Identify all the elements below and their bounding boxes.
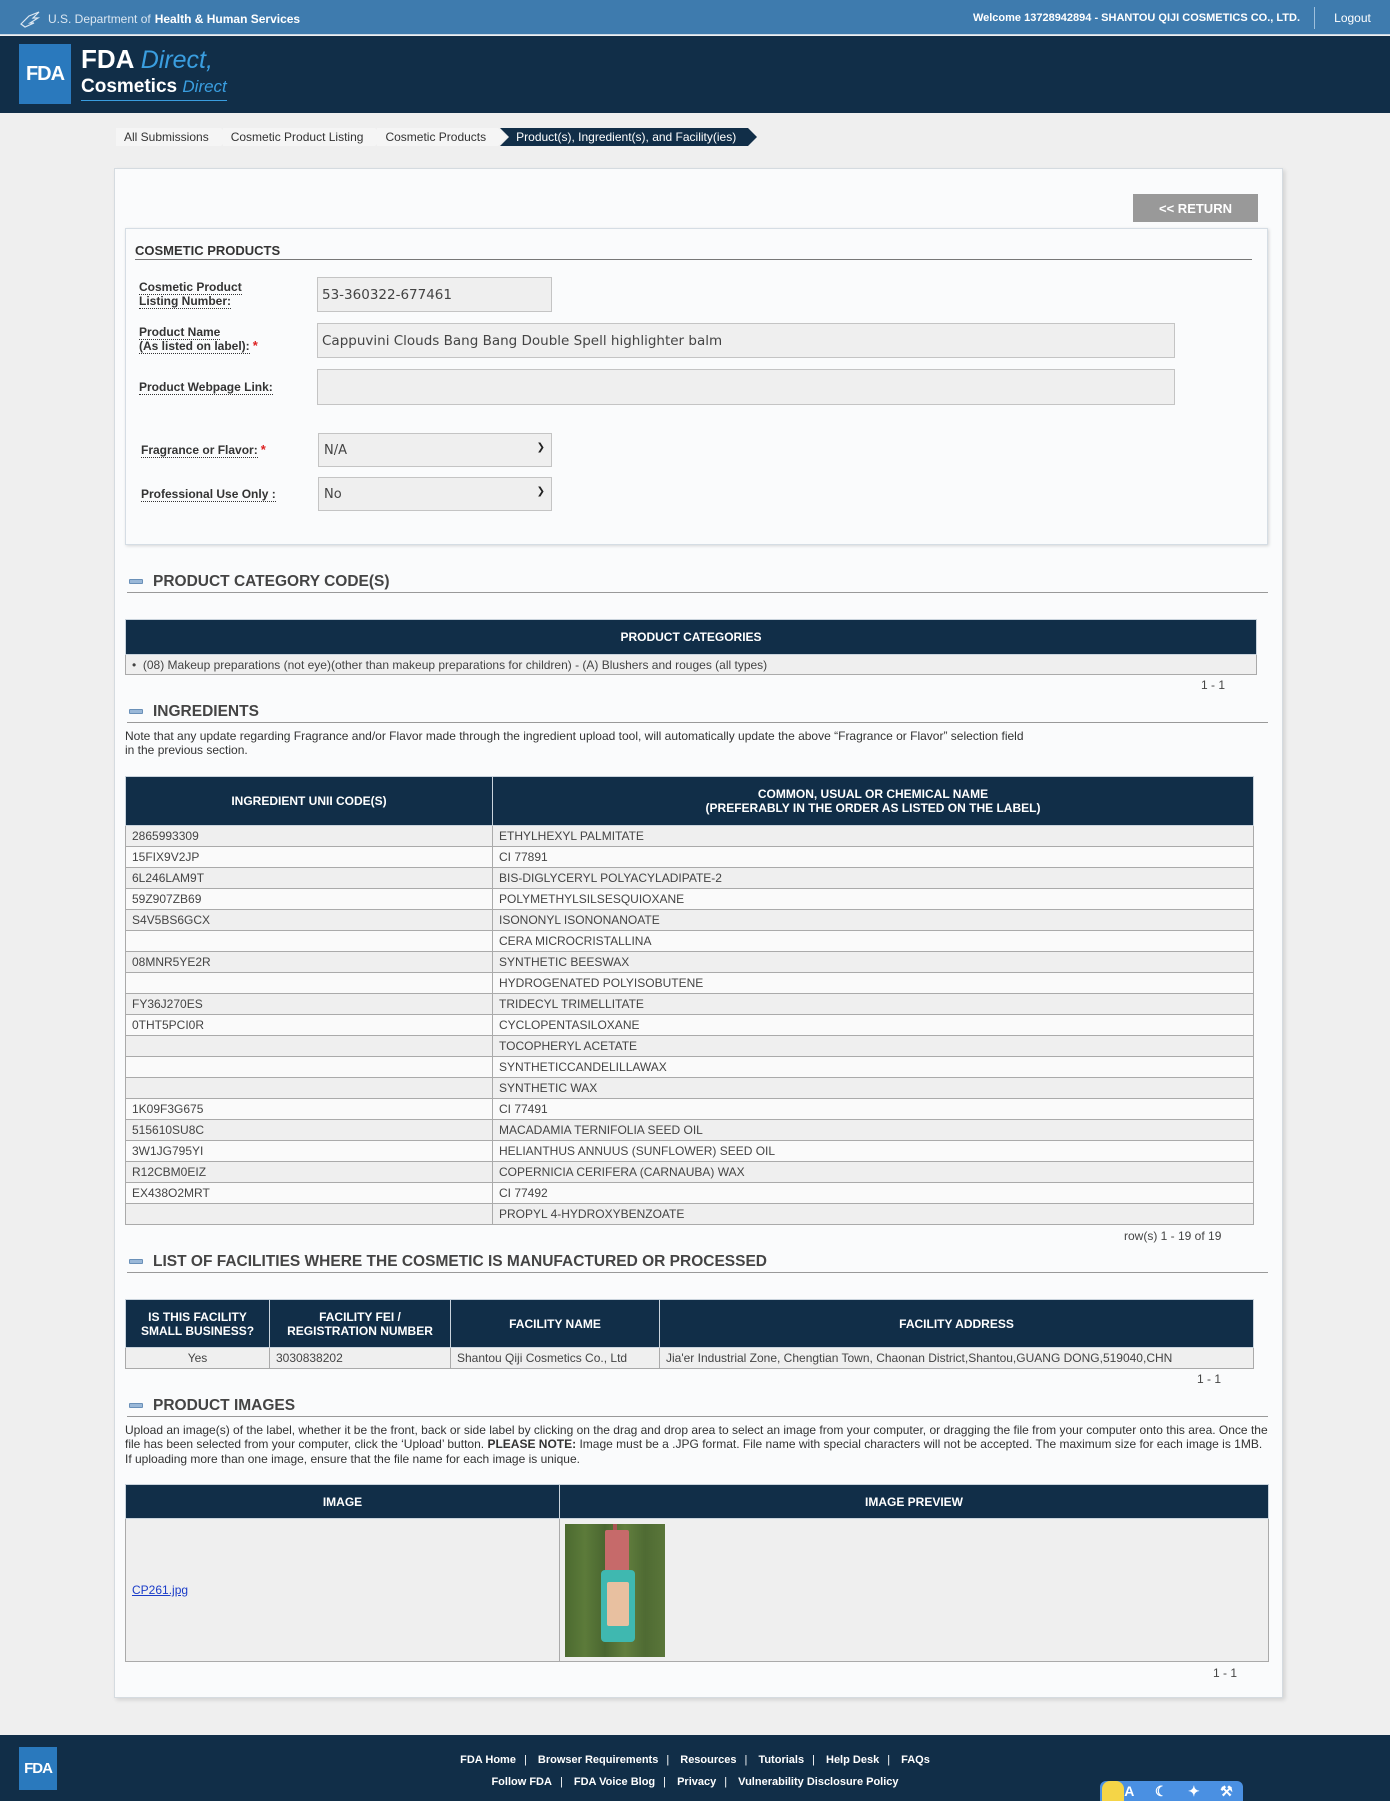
footer-link-follow-fda[interactable]: Follow FDA — [491, 1776, 552, 1788]
cosmetic-products-title: COSMETIC PRODUCTS — [135, 243, 1252, 260]
unii-code-cell: 3W1JG795YI — [126, 1141, 493, 1162]
facility-address-col-header: FACILITY ADDRESS — [660, 1300, 1254, 1348]
breadcrumb-cosmetic-product-listing[interactable]: Cosmetic Product Listing — [223, 128, 376, 146]
chemical-name-cell: ISONONYL ISONONANOATE — [493, 910, 1254, 931]
required-marker: * — [252, 338, 258, 353]
images-note-line2a: file has been selected from your computer, click the ‘Upload’ button. — [125, 1437, 485, 1452]
image-file-link[interactable]: CP261.jpg — [132, 1583, 189, 1597]
brand-banner — [0, 36, 1390, 113]
unii-code-cell: 2865993309 — [126, 826, 493, 847]
footer-sep: | — [559, 1776, 563, 1788]
breadcrumb-current: Product(s), Ingredient(s), and Facility(ies) — [500, 128, 748, 146]
unii-col-header: INGREDIENT UNII CODE(S) — [126, 777, 493, 826]
brand-direct: Direct, — [140, 46, 213, 74]
footer-sep: | — [887, 1754, 891, 1766]
chemical-name-cell: MACADAMIA TERNIFOLIA SEED OIL — [493, 1120, 1254, 1141]
chemical-name-cell: CI 77492 — [493, 1183, 1254, 1204]
ingredients-note-line2: in the previous section. — [125, 743, 248, 758]
image-col-header: IMAGE — [126, 1485, 560, 1519]
footer-link-browser-requirements[interactable]: Browser Requirements — [537, 1754, 659, 1766]
thumb-detail — [605, 1530, 629, 1572]
section-facilities — [127, 1253, 1268, 1273]
chemical-name-cell: BIS-DIGLYCERYL POLYACYLADIPATE-2 — [493, 868, 1254, 889]
footer-link-privacy[interactable]: Privacy — [677, 1776, 717, 1788]
collapse-icon[interactable] — [129, 1259, 143, 1264]
unii-code-cell — [126, 931, 493, 952]
hhs-identity[interactable] — [19, 10, 300, 28]
footer-sep: | — [663, 1776, 667, 1788]
section-ingredients — [127, 703, 1268, 723]
unii-code-cell: R12CBM0EIZ — [126, 1162, 493, 1183]
images-note-emphasis: PLEASE NOTE: — [487, 1437, 577, 1452]
footer-link-help-desk[interactable]: Help Desk — [826, 1754, 880, 1766]
facilities-heading: LIST OF FACILITIES WHERE THE COSMETIC IS MANUFACTURED OR PROCESSED — [153, 1253, 767, 1270]
ingredients-pager: row(s) 1 - 19 of 19 — [1124, 1229, 1222, 1243]
small-business-col-line1: IS THIS FACILITY — [148, 1309, 247, 1324]
unii-code-cell — [126, 1057, 493, 1078]
chemical-name-col-header — [493, 777, 1254, 826]
unii-code-cell: 515610SU8C — [126, 1120, 493, 1141]
name-label-line1: Product Name — [139, 325, 221, 339]
hhs-eagle-icon — [19, 10, 41, 28]
unii-code-cell: 15FIX9V2JP — [126, 847, 493, 868]
fragrance-label-text: Fragrance or Flavor: — [141, 443, 258, 457]
professional-use-select[interactable] — [318, 477, 552, 511]
chemical-name-col-line1: COMMON, USUAL OR CHEMICAL NAME — [757, 787, 989, 801]
listing-number-label — [139, 280, 242, 308]
unii-code-cell — [126, 1204, 493, 1225]
brand-title-cosmetics-direct — [81, 76, 227, 101]
dept-prefix: U.S. Department of — [48, 12, 151, 26]
chevron-down-icon: ❯ — [536, 442, 545, 453]
facilities-table — [125, 1299, 1254, 1369]
unii-code-cell: 59Z907ZB69 — [126, 889, 493, 910]
unii-code-cell — [126, 1078, 493, 1099]
table-row — [126, 1036, 1254, 1057]
table-row — [126, 910, 1254, 931]
chemical-name-cell: CERA MICROCRISTALLINA — [493, 931, 1254, 952]
table-row — [126, 847, 1254, 868]
fragrance-selected-value: N/A — [324, 442, 347, 458]
table-row — [126, 1348, 1254, 1369]
footer-link-tutorials[interactable]: Tutorials — [758, 1754, 805, 1766]
thumb-detail — [607, 1582, 629, 1626]
required-marker: * — [260, 442, 266, 457]
footer-link-voice-blog[interactable]: FDA Voice Blog — [573, 1776, 656, 1788]
brand-title-fda-direct — [81, 44, 213, 75]
chemical-name-cell: CI 77491 — [493, 1099, 1254, 1120]
brand-fda: FDA — [81, 44, 134, 74]
magic-icon[interactable]: ✦ — [1187, 1782, 1200, 1799]
brand-direct-2: Direct — [182, 77, 227, 96]
table-row — [126, 1141, 1254, 1162]
footer-sep: | — [744, 1754, 748, 1766]
unii-code-cell: S4V5BS6GCX — [126, 910, 493, 931]
breadcrumb-cosmetic-products[interactable]: Cosmetic Products — [377, 128, 498, 146]
chemical-name-cell: POLYMETHYLSILSESQUIOXANE — [493, 889, 1254, 910]
unii-code-cell — [126, 973, 493, 994]
fragrance-label — [141, 443, 266, 457]
chemical-name-cell: TRIDECYL TRIMELLITATE — [493, 994, 1254, 1015]
user-area — [973, 0, 1390, 35]
images-note-line3: If uploading more than one image, ensure that the file name for each image is unique. — [125, 1451, 580, 1466]
font-size-icon[interactable]: A — [1124, 1783, 1135, 1799]
return-button[interactable]: << RETURN — [1133, 194, 1258, 222]
web-label-text: Product Webpage Link: — [139, 380, 273, 394]
mascot-icon — [1102, 1781, 1124, 1801]
image-preview-cell — [560, 1519, 1269, 1662]
chemical-name-cell: PROPYL 4-HYDROXYBENZOATE — [493, 1204, 1254, 1225]
table-row — [126, 1099, 1254, 1120]
category-item-text: (08) Makeup preparations (not eye)(other than makeup preparations for children) - (A) Blushers and rouges (all types) — [142, 657, 768, 672]
footer-link-faqs[interactable]: FAQs — [901, 1754, 930, 1766]
footer-sep: | — [523, 1754, 527, 1766]
ingredients-table — [125, 776, 1254, 1225]
facility-address: Jia'er Industrial Zone, Chengtian Town, Chaonan District,Shantou,GUANG DONG,519040,CHN — [660, 1348, 1254, 1369]
collapse-icon[interactable] — [129, 579, 143, 584]
bullet-icon: • — [132, 657, 137, 672]
table-row — [126, 952, 1254, 973]
footer-sep: | — [724, 1776, 728, 1788]
chemical-name-cell: HYDROGENATED POLYISOBUTENE — [493, 973, 1254, 994]
chemical-name-cell: SYNTHETICCANDELILLAWAX — [493, 1057, 1254, 1078]
brand-cosmetics: Cosmetics — [81, 76, 178, 97]
name-label-line2: (As listed on label): — [139, 339, 250, 353]
table-row — [126, 1057, 1254, 1078]
prof-selected-value: No — [324, 486, 342, 502]
section-product-images — [127, 1397, 1268, 1417]
unii-code-cell: 6L246LAM9T — [126, 868, 493, 889]
small-business-col-line2: SMALL BUSINESS? — [140, 1323, 255, 1338]
webpage-link-field[interactable] — [317, 369, 1175, 405]
chevron-down-icon: ❯ — [536, 486, 545, 497]
small-business-col-header — [126, 1300, 270, 1348]
table-row — [126, 1183, 1254, 1204]
product-image-thumbnail[interactable] — [565, 1524, 665, 1657]
ingredients-heading: INGREDIENTS — [153, 703, 259, 720]
category-pager: 1 - 1 — [1201, 678, 1226, 692]
table-row — [126, 889, 1254, 910]
unii-code-cell: EX438O2MRT — [126, 1183, 493, 1204]
webpage-link-label — [139, 380, 273, 394]
chemical-name-cell: HELIANTHUS ANNUUS (SUNFLOWER) SEED OIL — [493, 1141, 1254, 1162]
dark-mode-icon[interactable]: ☾ — [1154, 1782, 1168, 1799]
table-row — [126, 868, 1254, 889]
category-item — [126, 655, 1257, 675]
chemical-name-cell: CI 77891 — [493, 847, 1254, 868]
fei-col-line1: FACILITY FEI / — [319, 1309, 401, 1324]
ingredients-note-line1: Note that any update regarding Fragrance and/or Flavor made through the ingredient upload tool, will automatically update the above “Fragrance or Flavor” selection field — [125, 729, 1024, 743]
footer-link-vulnerability-disclosure[interactable]: Vulnerability Disclosure Policy — [738, 1776, 899, 1788]
table-row — [126, 1519, 1269, 1662]
category-col-header: PRODUCT CATEGORIES — [126, 620, 1257, 655]
chemical-name-col-line2: (PREFERABLY IN THE ORDER AS LISTED ON THE LABEL) — [705, 801, 1041, 815]
chemical-name-cell: SYNTHETIC BEESWAX — [493, 952, 1254, 973]
footer-links-row1 — [0, 1749, 1390, 1771]
table-row — [126, 1078, 1254, 1099]
tools-icon[interactable]: ⚒ — [1220, 1782, 1233, 1799]
logout-link[interactable]: Logout — [1334, 10, 1371, 25]
image-preview-col-header: IMAGE PREVIEW — [560, 1485, 1269, 1519]
breadcrumb — [116, 128, 750, 146]
chemical-name-cell: COPERNICIA CERIFERA (CARNAUBA) WAX — [493, 1162, 1254, 1183]
fei-col-line2: REGISTRATION NUMBER — [287, 1323, 433, 1338]
accessibility-widget[interactable] — [1100, 1781, 1243, 1801]
table-row — [126, 1015, 1254, 1036]
dept-name: Health & Human Services — [154, 12, 301, 26]
breadcrumb-all-submissions[interactable]: All Submissions — [116, 128, 221, 146]
unii-code-cell — [126, 1036, 493, 1057]
fda-logo[interactable]: FDA — [19, 44, 71, 104]
images-note-line1: Upload an image(s) of the label, whether it be the front, back or side label by clicking on the drag and drop area to select an image from your computer, or dragging the file from your computer onto this area. Once the — [125, 1423, 1268, 1437]
listing-label-line1: Cosmetic Product — [139, 280, 242, 294]
category-table — [125, 619, 1257, 675]
table-row — [126, 994, 1254, 1015]
fragrance-select[interactable] — [318, 433, 552, 467]
facility-name: Shantou Qiji Cosmetics Co., Ltd — [451, 1348, 660, 1369]
product-name-field[interactable]: Cappuvini Clouds Bang Bang Double Spell highlighter balm — [317, 323, 1175, 358]
professional-use-label — [141, 487, 276, 501]
images-pager: 1 - 1 — [1213, 1666, 1238, 1680]
facility-name-col-header: FACILITY NAME — [451, 1300, 660, 1348]
fei-col-header — [270, 1300, 451, 1348]
hhs-header-bar — [0, 0, 1390, 35]
table-row — [126, 1162, 1254, 1183]
category-heading: PRODUCT CATEGORY CODE(S) — [153, 573, 390, 590]
ingredients-note — [125, 729, 1225, 758]
unii-code-cell: 1K09F3G675 — [126, 1099, 493, 1120]
footer-link-fda-home[interactable]: FDA Home — [460, 1754, 516, 1766]
table-row — [126, 826, 1254, 847]
table-row — [126, 931, 1254, 952]
product-name-label — [139, 325, 258, 353]
footer-fda-logo[interactable]: FDA — [19, 1747, 57, 1790]
footer-sep: | — [666, 1754, 670, 1766]
unii-code-cell: 0THT5PCI0R — [126, 1015, 493, 1036]
chemical-name-cell: TOCOPHERYL ACETATE — [493, 1036, 1254, 1057]
chemical-name-cell: ETHYLHEXYL PALMITATE — [493, 826, 1254, 847]
images-table — [125, 1484, 1269, 1662]
image-file-cell — [126, 1519, 560, 1662]
collapse-icon[interactable] — [129, 709, 143, 714]
listing-label-line2: Listing Number: — [139, 294, 231, 308]
images-note — [125, 1423, 1275, 1466]
images-note-line2c: Image must be a .JPG format. File name with special characters will not be accepted. The maximum size for each image is 1MB. — [579, 1437, 1263, 1452]
collapse-icon[interactable] — [129, 1403, 143, 1408]
facilities-pager: 1 - 1 — [1197, 1372, 1222, 1386]
facility-small-business: Yes — [126, 1348, 270, 1369]
listing-number-field[interactable]: 53-360322-677461 — [317, 277, 552, 312]
facility-fei: 3030838202 — [270, 1348, 451, 1369]
footer-sep: | — [812, 1754, 815, 1766]
table-row — [126, 973, 1254, 994]
chemical-name-cell: CYCLOPENTASILOXANE — [493, 1015, 1254, 1036]
images-heading: PRODUCT IMAGES — [153, 1397, 296, 1414]
prof-label-text: Professional Use Only : — [141, 487, 276, 501]
chemical-name-cell: SYNTHETIC WAX — [493, 1078, 1254, 1099]
welcome-text: Welcome 13728942894 - SHANTOU QIJI COSMETICS CO., LTD. — [973, 7, 1315, 29]
footer-link-resources[interactable]: Resources — [680, 1754, 737, 1766]
unii-code-cell: FY36J270ES — [126, 994, 493, 1015]
table-row — [126, 1204, 1254, 1225]
section-product-category — [127, 573, 1268, 593]
unii-code-cell: 08MNR5YE2R — [126, 952, 493, 973]
ingredients-rows — [126, 826, 1254, 1225]
table-row — [126, 1120, 1254, 1141]
